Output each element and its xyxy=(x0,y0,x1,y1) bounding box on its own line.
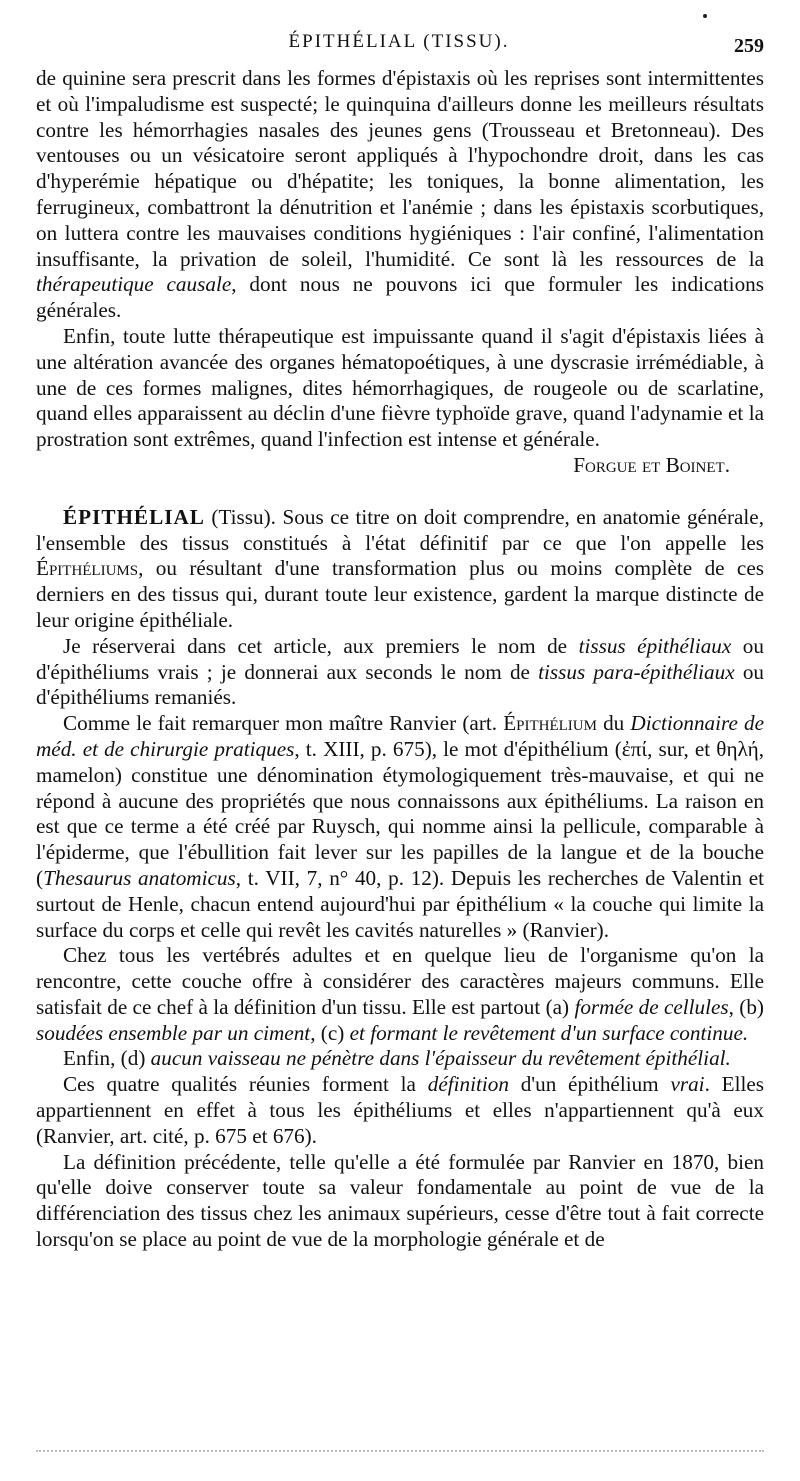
paragraph xyxy=(36,1072,764,1149)
paragraph: Enfin, toute lutte thérapeutique est impuissante quand il s'agit d'épistaxis liées à une altération avancée des organes hématopoétiques, à une dyscrasie irrémédiable, à une de ces formes malignes, dites hémorrhagiques, de rougeole ou de scarlatine, quand elles apparaissent au déclin d'une fièvre typhoïde grave, quand l'adynamie et la prostration sont extrêmes, quand l'infection est intense et générale. xyxy=(36,323,764,452)
italic-term: thérapeutique causale xyxy=(36,272,232,297)
italic-term: et formant le revêtement d'un surface continue. xyxy=(349,1020,749,1045)
text: du xyxy=(596,711,631,736)
text: , ou résultant d'une transformation plus ou moins complète de ces derniers en des tissus qui, durant toute leur existence, gardent la marque distincte de leur origine épithéliale. xyxy=(36,556,764,632)
text: ou d'épithéliums vrais ; je donnerai aux seconds le nom de xyxy=(36,633,764,684)
footer-rule xyxy=(36,1450,764,1452)
italic-term: aucun vaisseau ne pénètre dans l'épaisseur du revêtement épithélial. xyxy=(150,1046,731,1071)
author-signature: Forgue et Boinet. xyxy=(573,452,730,477)
paragraph: La définition précédente, telle qu'elle a été formulée par Ranvier en 1870, bien qu'elle doive conserver toute sa valeur fondamentale au point de vue de la différenciation des tissus chez les animaux supérieurs, cesse d'être tout à fait correcte lorsqu'on se place au point de vue de la morphologie générale et de xyxy=(36,1149,764,1252)
page-body xyxy=(36,66,764,1253)
text: ou d'épithéliums remaniés. xyxy=(36,659,765,710)
page-header xyxy=(34,31,764,63)
small-caps-term: Épithélium xyxy=(503,711,597,736)
paragraph xyxy=(36,505,764,634)
ink-speck xyxy=(703,14,707,18)
running-title: ÉPITHÉLIAL (TISSU). xyxy=(288,31,510,52)
text: , dont nous ne pouvons ici que formuler les indications générales. xyxy=(36,272,765,323)
italic-term: formée de cellules xyxy=(574,994,729,1019)
italic-term: définition xyxy=(427,1072,509,1097)
text: Chez tous les vertébrés adultes et en quelque lieu de l'organisme qu'on la rencontre, cette couche offre à considérer des caractères majeurs communs. Elle satisfait de ce chef à la définition d'un tissu. Elle est partout (a) xyxy=(36,943,764,1019)
paragraph xyxy=(36,943,764,1046)
text: d'un épithélium xyxy=(508,1072,671,1097)
small-caps-term: Épithéliums xyxy=(36,556,139,581)
italic-term: tissus para-épithéliaux xyxy=(538,659,735,684)
section-gap xyxy=(36,479,764,505)
paragraph xyxy=(36,1046,764,1072)
text: . Elles appartiennent en effet à tous les épithéliums et elles n'appartiennent qu'à eux (Ranvier, art. cité, p. 675 et 676). xyxy=(36,1072,764,1148)
paragraph xyxy=(36,634,764,711)
text: , (b) xyxy=(728,994,764,1019)
italic-term: tissus épithéliaux xyxy=(578,633,732,658)
italic-term: vrai xyxy=(670,1072,705,1097)
text: Enfin, (d) xyxy=(63,1046,151,1071)
text: (Tissu). Sous ce titre on doit comprendre, en anatomie générale, l'ensemble des tissus constitués à l'état définitif par ce que l'on appelle les xyxy=(36,504,764,555)
italic-term: soudées ensemble par un ciment xyxy=(36,1020,311,1045)
entry-title: ÉPITHÉLIAL xyxy=(63,504,205,529)
italic-term: Thesaurus anatomicus xyxy=(43,865,236,890)
paragraph xyxy=(36,711,764,943)
text: , (c) xyxy=(310,1020,350,1045)
italic-term: Dictionnaire de méd. et de chirurgie pratiques xyxy=(36,711,764,761)
text: Comme le fait remarquer mon maître Ranvier (art. xyxy=(63,711,504,736)
paragraph xyxy=(36,66,764,324)
text: Ces quatre qualités réunies forment la xyxy=(63,1072,428,1097)
page-number: 259 xyxy=(734,35,764,57)
text: , t. VII, 7, n° 40, p. 12). Depuis les recherches de Valentin et surtout de Henle, chacun entend aujourd'hui par épithélium « la couche qui limite la surface du corps et celle qui revêt les cavités naturelles » (Ranvier). xyxy=(36,865,764,942)
text: de quinine sera prescrit dans les formes d'épistaxis où les reprises sont intermittentes et où l'impaludisme est suspecté; le quinquina d'ailleurs donne les meilleurs résultats contre les hémorrhagies nasales des jeunes gens (Trousseau et Bretonneau). Des ventouses ou un vésicatoire seront appliqués à l'hypochondre droit, dans les cas d'hyperémie hépatique ou d'hépatite; les toniques, la bonne alimentation, les ferrugineux, combattront la dénutrition et l'anémie ; dans les épistaxis scorbutiques, on luttera contre les mauvaises conditions hygiéniques : l'air confiné, l'alimentation insuffisante, la privation de soleil, l'humidité. Ce sont là les ressources de la xyxy=(36,66,764,271)
text: Je réserverai dans cet article, aux premiers le nom de xyxy=(63,633,579,658)
text: , t. XIII, p. 675), le mot d'épithélium (ἐπί, sur, et θηλή, mamelon) constitue une dénomination étymologiquement très-mauvaise, et qui ne répond à aucune des propriétés que nous connaissons aux épithéliums. La raison en est que ce terme a été créé par Ruysch, qui nomme ainsi la pellicule, comparable à l'épiderme, que l'ébullition fait lever sur les papilles de la langue et de la bouche ( xyxy=(36,736,764,890)
